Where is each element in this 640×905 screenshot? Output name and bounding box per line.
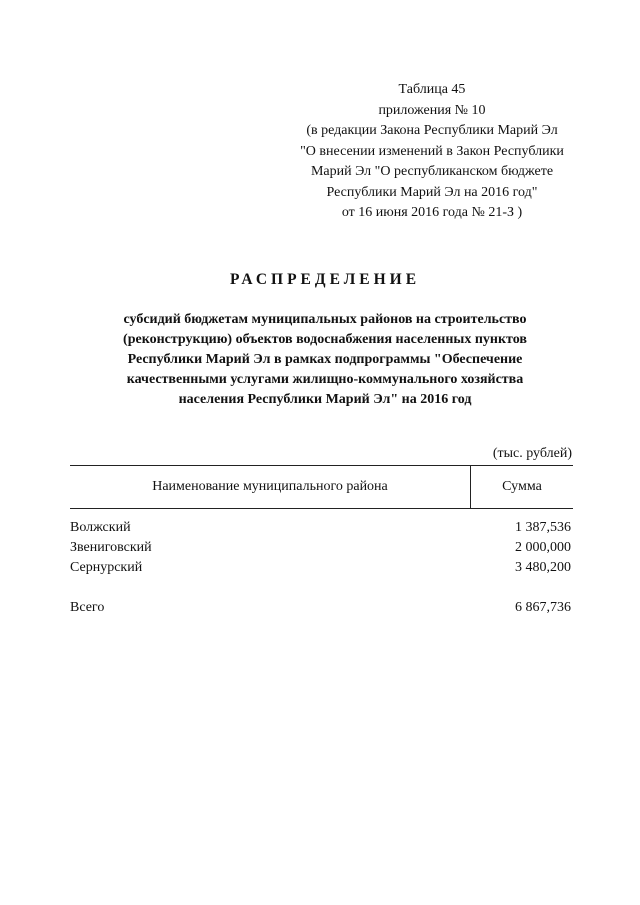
header-revision-line-1: (в редакции Закона Республики Марий Эл — [306, 123, 558, 138]
document-header — [262, 80, 602, 224]
table-body — [70, 518, 573, 578]
header-table-number: Таблица 45 — [398, 82, 466, 97]
district-name: Сернурский — [70, 560, 143, 575]
district-amount: 3 480,200 — [515, 560, 571, 575]
total-label: Всего — [70, 600, 105, 615]
table-row — [70, 538, 573, 558]
total-amount: 6 867,736 — [515, 600, 571, 615]
subtitle-line: населения Республики Марий Эл" на 2016 год — [178, 392, 472, 407]
header-revision-line-3: Марий Эл "О республиканском бюджете — [310, 164, 554, 179]
table-header — [70, 465, 573, 509]
subtitle-line: Республики Марий Эл в рамках подпрограммы "Обеспечение — [127, 352, 523, 367]
column-header-district-name: Наименование муниципального района — [152, 479, 388, 494]
header-date-line: от 16 июня 2016 года № 21-З ) — [341, 205, 523, 220]
table-row — [70, 518, 573, 538]
subtitle-line: субсидий бюджетам муниципальных районов на строительство — [123, 312, 527, 327]
subtitle-line: качественными услугами жилищно-коммунального хозяйства — [126, 372, 524, 387]
district-name: Звениговский — [70, 540, 152, 555]
subtitle-line: (реконструкцию) объектов водоснабжения населенных пунктов — [123, 332, 527, 347]
header-revision-line-4: Республики Марий Эл на 2016 год" — [326, 184, 538, 200]
document-title: РАСПРЕДЕЛЕНИЕ — [229, 271, 421, 288]
table-row — [70, 558, 573, 578]
total-row — [70, 598, 573, 618]
district-name: Волжский — [70, 520, 131, 535]
units-label: (тыс. рублей) — [492, 446, 572, 461]
document-subtitle — [60, 310, 590, 410]
district-amount: 1 387,536 — [515, 520, 571, 535]
header-revision-line-2: "О внесении изменений в Закон Республики — [300, 143, 564, 159]
header-appendix: приложения № 10 — [378, 102, 486, 118]
district-amount: 2 000,000 — [515, 540, 571, 555]
column-header-amount: Сумма — [502, 479, 542, 494]
